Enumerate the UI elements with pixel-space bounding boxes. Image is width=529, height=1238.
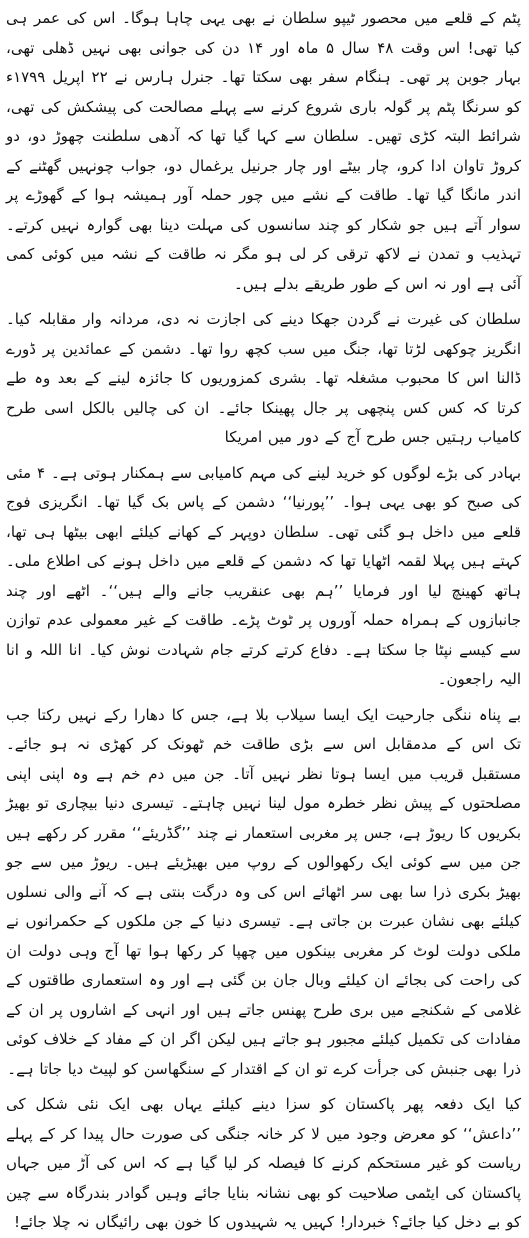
paragraph-2: سلطان کی غیرت نے گردن جھکا دینے کی اجازت نہ دی، مردانہ وار مقابلہ کیا۔ انگریز چوکھی لڑتا تھا، جنگ میں سب کچھ روا تھا۔ دشمن کے عمائدین پر ڈورے ڈالنا اس کا محبوب مشغلہ تھا۔ بشری کمزوریوں کا جائزہ لینے کے بعد وہ طے کرتا کہ کس کس پنچھی پر جال پھینکا جائے۔ ان کی چالیں بالکل اسی طرح کامیاب رہتیں جس طرح آج کے دور میں امریکا — [6, 310, 521, 446]
paragraph-4: بے پناہ ننگی جارحیت ایک ایسا سیلاب بلا ہے، جس کا دھارا رکے نہیں رکتا جب تک اس کے مدمقابل اس سے بڑی طاقت خم ٹھونک کر کھڑی نہ ہو جائے۔ مستقبل قریب میں ایسا ہوتا نظر نہیں آتا۔ جن میں دم خم ہے وہ اپنی اپنی مصلحتوں کے پیش نظر خطرہ مول لینا نہیں چاہتے۔ تیسری دنیا بیچاری تو بھیڑ بکریوں کا ریوڑ ہے، جس پر مغربی استعمار نے چند ’’گڈریئے‘‘ مقرر کر رکھے ہیں جن میں سے کوئی ایک رکھوالوں کے روپ میں بھیڑیئے ہیں۔ ریوڑ میں سے جو بھیڑ بکری ذرا سا بھی سر اٹھائے اس کی وہ درگت بنتی ہے کہ آنے والی نسلوں کیلئے بھی نشان عبرت بن جاتی ہے۔ تیسری دنیا کے جن ملکوں کے حکمرانوں نے ملکی دولت لوٹ کر مغربی بینکوں میں چھپا کر رکھا ہوا تھا آج وہی دولت ان کی راحت کی بجائے ان کیلئے وبال جان بن گئی ہے اور وہ استعماری طاقتوں کے غلامی کے شکنجے میں بری طرح پھنس جاتے ہیں اور انہی کے اشاروں پر ان کے مفادات کی تکمیل کیلئے مجبور ہو جاتے ہیں لیکن اگر ان کے مفاد کے خلاف کوئی ذرا بھی جنبش کی جرأت کرے تو ان کے اقتدار کے سنگھاسن کو لپیٹ دیا جاتا ہے۔ — [6, 705, 521, 1078]
paragraph-5: کیا ایک دفعہ پھر پاکستان کو سزا دینے کیلئے یہاں بھی ایک نئی شکل کی ’’داعش‘‘ کو معرض وجود میں لا کر خانہ جنگی کی صورت حال پیدا کر کے پہلے ریاست کو غیر مستحکم کرنے کا فیصلہ کر لیا گیا ہے کہ اس کی آڑ میں جہاں پاکستان کی ایٹمی صلاحیت کو بھی نشانہ بنایا جائے وہیں گوادر بندرگاہ سے چین کو بے دخل کیا جائے؟ خبردار! کہیں یہ شہیدوں کا خون بھی رائیگاں نہ چلا جائے! — [6, 1095, 521, 1231]
paragraph-3: بہادر کی بڑے لوگوں کو خرید لینے کی مہم کامیابی سے ہمکنار ہوتی ہے۔ ۴ مئی کی صبح کو بھی یہی ہوا۔ ’’پورنیا‘‘ دشمن کے پاس بک گیا تھا۔ انگریزی فوج قلعے میں داخل ہو گئی تھی۔ سلطان دوپہر کے کھانے کیلئے ابھی بیٹھا ہی تھا، کہتے ہیں پہلا لقمہ اٹھایا تھا کہ دشمن کے قلعے میں داخل ہونے کی اطلاع ملی۔ ہاتھ کھینچ لیا اور فرمایا ’’ہم بھی عنقریب جانے والے ہیں‘‘۔ اٹھے اور چند جانبازوں کے ہمراہ حملہ آوروں پر ٹوٹ پڑے۔ طاقت کے غیر معمولی عدم توازن سے کیسے نپٹا جا سکتا ہے۔ دفاع کرتے کرتے جام شہادت نوش کیا۔ انا اللہ و انا الیہ راجعون۔ — [6, 463, 521, 688]
paragraph-1: پٹم کے قلعے میں محصور ٹیپو سلطان نے بھی یہی چاہا ہوگا۔ اس کی عمر ہی کیا تھی! اس وقت ۴۸ سال ۵ ماہ اور ۱۴ دن کی جوانی بھی نہیں ڈھلی تھی، بہار جوبن پر تھی۔ ہنگام سفر بھی سکتا تھا۔ جنرل ہارس نے ۲۲ اپریل ۱۷۹۹ء کو سرنگا پٹم پر گولہ باری شروع کرنے سے پہلے مصالحت کی پیشکش کی تھی، شرائط البتہ کڑی تھیں۔ سلطان سے کہا گیا تھا کہ آدھی سلطنت چھوڑ دو، دو کروڑ تاوان ادا کرو، چار بیٹے اور چار جرنیل یرغمال دو، جواب چونہیں گھٹنے کے اندر مانگا گیا تھا۔ طاقت کے نشے میں چور حملہ آور ہمیشہ ہوا کے گھوڑے پر سوار آتے ہیں جو شکار کو چند سانسوں کی مہلت دینا بھی گوارہ نہیں کرتے۔ تہذیب و تمدن نے لاکھ ترقی کر لی ہو مگر نہ طاقت کے نشہ میں کوئی کمی آئی ہے اور نہ اس کے طور طریقے بدلے ہیں۔ — [6, 9, 522, 293]
